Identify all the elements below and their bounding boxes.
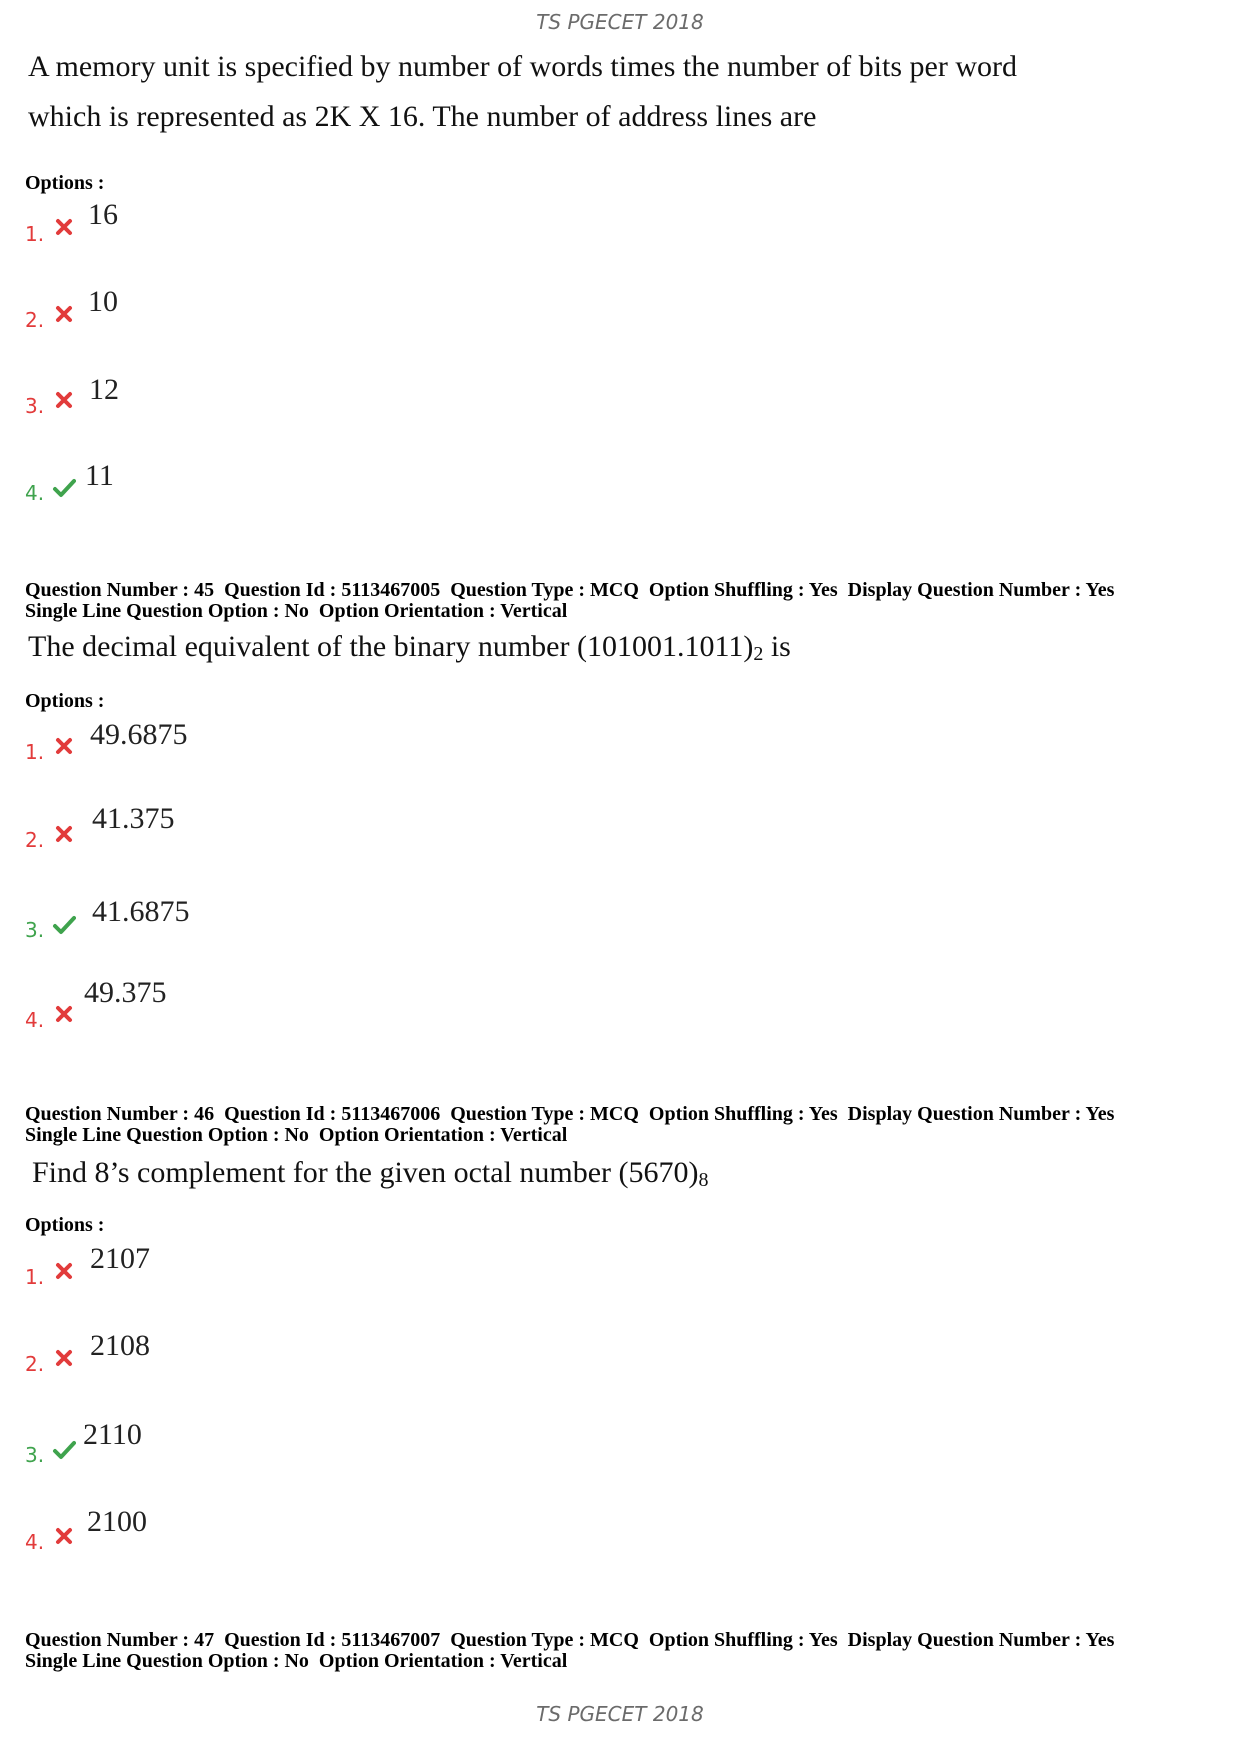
question-47-meta-line1: Question Number : 47 Question Id : 5113467007 Question Type : MCQ Option Shuffling : Yes Display Question Number : Yes bbox=[25, 1629, 1115, 1651]
cross-icon bbox=[52, 735, 76, 757]
cross-icon bbox=[52, 1525, 76, 1547]
question-46-text-main: Find 8’s complement for the given octal number (5670) bbox=[32, 1156, 699, 1189]
cross-icon bbox=[52, 1003, 76, 1025]
question-45-meta-line2: Single Line Question Option : No Option Orientation : Vertical bbox=[25, 600, 568, 622]
question-44-option-2-value: 10 bbox=[88, 285, 118, 318]
question-46-option-3-number: 3. bbox=[25, 1443, 45, 1467]
check-icon bbox=[52, 477, 76, 499]
cross-icon bbox=[52, 216, 76, 238]
question-44-option-3-value: 12 bbox=[89, 373, 119, 406]
question-44-option-4-value: 11 bbox=[85, 459, 114, 492]
cross-icon bbox=[52, 823, 76, 845]
cross-icon bbox=[52, 1347, 76, 1369]
question-45-text-subscript: 2 bbox=[753, 643, 764, 665]
question-46-option-4-value: 2100 bbox=[87, 1505, 147, 1538]
question-45-option-3-number: 3. bbox=[25, 918, 45, 942]
question-46-option-1-number: 1. bbox=[25, 1265, 45, 1289]
question-44-option-4-number: 4. bbox=[25, 481, 45, 505]
question-45-text bbox=[28, 630, 791, 666]
check-icon bbox=[52, 1439, 76, 1461]
check-icon bbox=[52, 914, 76, 936]
question-45-option-4-value: 49.375 bbox=[84, 976, 167, 1009]
question-45-text-main: The decimal equivalent of the binary number (101001.1011) bbox=[28, 630, 754, 663]
question-45-option-1-number: 1. bbox=[25, 740, 45, 764]
question-45-option-2-number: 2. bbox=[25, 828, 45, 852]
question-44-option-2-number: 2. bbox=[25, 308, 45, 332]
page-header: TS PGECET 2018 bbox=[536, 10, 704, 34]
question-45-text-end: is bbox=[763, 630, 791, 663]
question-44-option-1-value: 16 bbox=[88, 198, 118, 231]
question-46-option-4-number: 4. bbox=[25, 1530, 45, 1554]
question-45-option-4-number: 4. bbox=[25, 1008, 45, 1032]
page-footer: TS PGECET 2018 bbox=[536, 1702, 704, 1726]
question-46-meta-line2: Single Line Question Option : No Option Orientation : Vertical bbox=[25, 1124, 568, 1146]
question-46-option-2-number: 2. bbox=[25, 1352, 45, 1376]
cross-icon bbox=[52, 303, 76, 325]
question-44-option-3-number: 3. bbox=[25, 394, 45, 418]
question-44-option-1-number: 1. bbox=[25, 222, 45, 246]
question-46-text-subscript: 8 bbox=[698, 1169, 709, 1191]
question-44-options-label: Options : bbox=[25, 172, 105, 194]
question-46-option-2-value: 2108 bbox=[90, 1329, 150, 1362]
question-45-option-1-value: 49.6875 bbox=[90, 718, 188, 751]
question-44-text-line1: A memory unit is specified by number of words times the number of bits per word bbox=[28, 50, 1017, 83]
question-45-options-label: Options : bbox=[25, 690, 105, 712]
question-46-option-3-value: 2110 bbox=[83, 1418, 142, 1451]
question-46-option-1-value: 2107 bbox=[90, 1242, 150, 1275]
question-45-option-3-value: 41.6875 bbox=[92, 895, 190, 928]
question-45-option-2-value: 41.375 bbox=[92, 802, 175, 835]
question-47-meta-line2: Single Line Question Option : No Option Orientation : Vertical bbox=[25, 1650, 568, 1672]
question-46-options-label: Options : bbox=[25, 1214, 105, 1236]
question-45-meta-line1: Question Number : 45 Question Id : 5113467005 Question Type : MCQ Option Shuffling : Yes Display Question Number : Yes bbox=[25, 579, 1115, 601]
question-46-text bbox=[32, 1156, 709, 1192]
question-46-meta-line1: Question Number : 46 Question Id : 5113467006 Question Type : MCQ Option Shuffling : Yes Display Question Number : Yes bbox=[25, 1103, 1115, 1125]
cross-icon bbox=[52, 389, 76, 411]
cross-icon bbox=[52, 1260, 76, 1282]
question-44-text-line2: which is represented as 2K X 16. The number of address lines are bbox=[28, 100, 817, 133]
